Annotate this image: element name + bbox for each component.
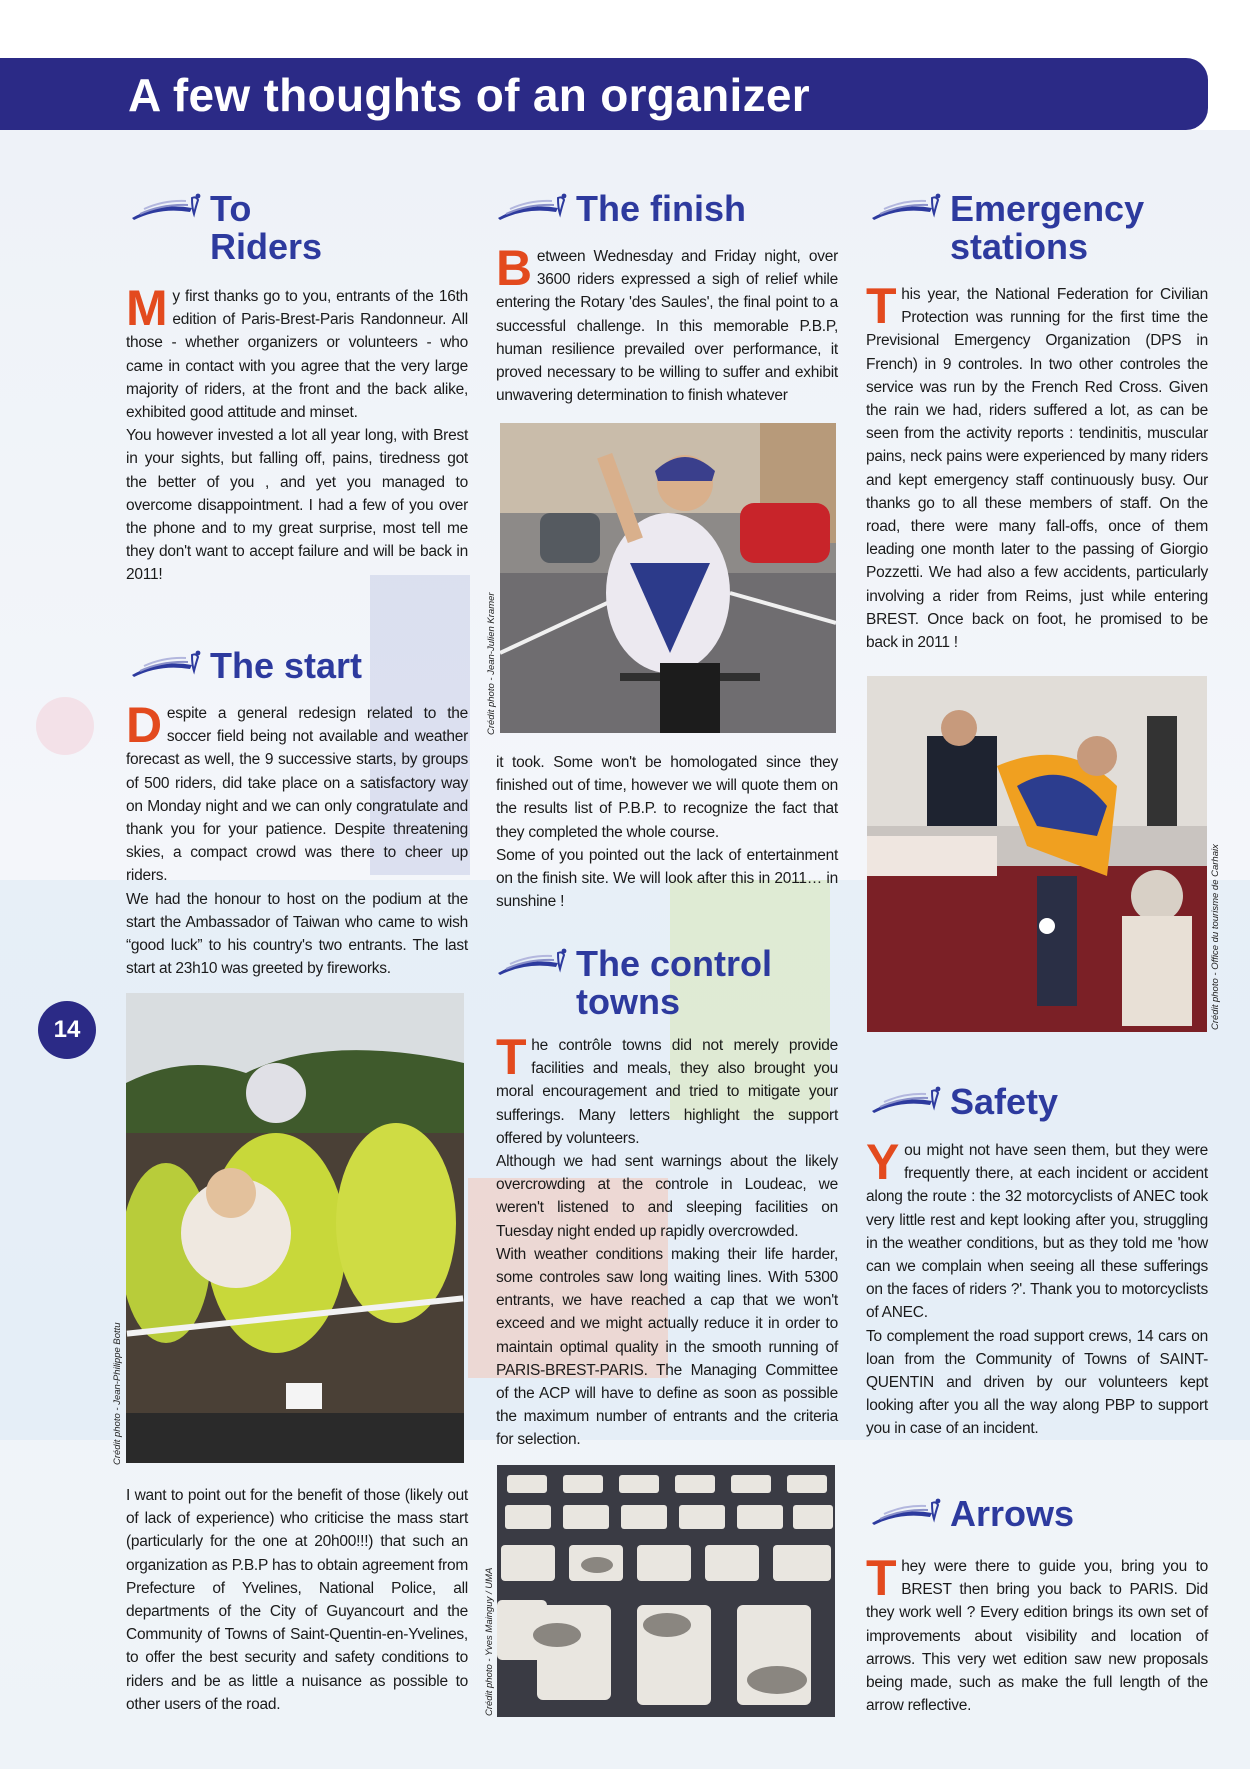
paragraph: y first thanks go to you, entrants of the 16th edition of Paris-Brest-Paris Randonneur. All those - whether organizers or volunteers - who came in contact with you agree that the very large majority of riders, at the front and the back alike, exhibited good attitude and minset. [126, 288, 468, 422]
paragraph: I want to point out for the benefit of those (likely out of lack of experience) who criticise the mass start (particularly for the one at 20h00!!!) that such an organization as P.B.P has to obtain agreement from Prefecture of Yvelines, National Police, all departments of the City of Guyancourt and the Community of Towns of Saint-Quentin-en-Yvelines, to offer the best security and safety conditions to riders and be as little a nuisance as possible to other users of the road. [126, 1487, 468, 1713]
dropcap: D [126, 697, 162, 753]
photo-credit: Crédit photo - Yves Mainguy / UMA [484, 1567, 495, 1716]
dropcap: Y [866, 1134, 900, 1190]
paragraph: Some of you pointed out the lack of entertainment on the finish site. We will look after this in 2011… in sunshine ! [496, 846, 838, 911]
section-heading: The finish [576, 188, 746, 229]
photo-credit: Crédit photo - Office du tourisme de Carhaix [1210, 844, 1221, 1030]
paragraph: etween Wednesday and Friday night, over 3600 riders expressed a sigh of relief while entering the Rotary 'des Saules', the final point to a successful challenge. In this memorable P.B.P, human resilience prevailed over performance, it proved necessary to be willing to suffer and exhibit unwavering determination to finish whatever [496, 248, 838, 405]
paragraph: it took. Some won't be homologated since they finished out of time, however we will quote them on the results list of P.B.P. to recognize the fact that they completed the whole course. [496, 754, 838, 841]
section-heading: Arrows [950, 1493, 1075, 1534]
paragraph: espite a general redesign related to the soccer field being not available and weather forecast as well, the 9 successive starts, by groups of 500 riders, did take place on a satisfactory way on Monday night and we can only congratulate and thank you for your patience. Despite threatening skies, a compact crowd was there to cheer up riders. [126, 705, 468, 885]
dropcap: T [496, 1029, 527, 1085]
heading-control-towns [496, 945, 772, 1021]
cyclist-swoosh-icon [130, 649, 204, 683]
section-heading: Safety [950, 1081, 1059, 1122]
start-text-continued [126, 1484, 468, 1716]
cyclist-swoosh-icon [870, 1085, 944, 1119]
finish-text [496, 240, 838, 407]
beds-photo [497, 1465, 835, 1717]
paragraph: Although we had sent warnings about the likely overcrowding at the controle in Loudeac, we weren't listened to and sleeping facilities on Tuesday night ended up rapidly overcrowded. [496, 1153, 838, 1240]
section-heading: To Riders [210, 188, 323, 267]
paragraph: We had the honour to host on the podium at the start the Ambassador of Taiwan who came to wish “good luck” to his country's two entrants. The last start at 23h10 was greeted by fireworks. [126, 890, 468, 978]
arrows-text [866, 1550, 1208, 1717]
heading-the-start [130, 647, 362, 685]
finish-photo [500, 423, 836, 733]
safety-text [866, 1134, 1208, 1441]
paragraph: To complement the road support crews, 14 cars on loan from the Community of Towns of SAINT-QUENTIN and driven by our volunteers kept looking after you all the way along PBP to support you in case of an incident. [866, 1327, 1208, 1438]
start-photo [126, 993, 464, 1463]
paragraph: You however invested a lot all year long, with Brest in your sights, but falling off, pains, tiredness got the better of you , and yet you managed to overcome disappointment. I had a few of you over the phone and to my great surprise, most tell me they don't want to accept failure and will be back in 2011! [126, 427, 468, 584]
cyclist-swoosh-icon [496, 947, 570, 981]
photo-credit: Crédit photo - Jean-Philippe Bottu [112, 1322, 123, 1465]
heading-to-riders [130, 190, 322, 266]
dropcap: M [126, 280, 168, 336]
page-number: 14 [38, 1001, 96, 1059]
emergency-text [866, 278, 1208, 654]
heading-arrows [870, 1495, 1074, 1533]
paragraph: his year, the National Federation for Civilian Protection was running for the first time the Previsional Emergency Organization (DPS in French) in 9 controles. In two other controles the service was run by the French Red Cross. Given the rain we had, riders suffered a lot, as can be seen from the activity reports : tendinitis, muscular pains, neck pains were experienced by many riders and kept emergency staff continuously busy. Our thanks go to all these members of staff. On the road, there were many fall-offs, once of them leading one month later to the passing of Giorgio Pozzetti. We had also a few accidents, particularly involving a rider from Reims, just while entering BREST. Once back on foot, he promised to be back in 2011 ! [866, 286, 1208, 652]
section-heading: Emergency stations [950, 188, 1145, 267]
paragraph: With weather conditions making their life harder, some controles saw long waiting lines. With 5300 entrants, we have reached a cap that we won't exceed and we might actually reduce it in order to maintain optimal quality in the smooth running of PARIS-BREST-PARIS. The Managing Committee of the ACP will have to define as soon as possible the maximum number of entrants and the criteria for selection. [496, 1245, 838, 1449]
section-heading: The control towns [576, 943, 772, 1022]
heading-emergency-stations [870, 190, 1144, 266]
riders-text [126, 280, 468, 587]
heading-the-finish [496, 190, 746, 228]
paragraph: he contrôle towns did not merely provide facilities and meals, they also brought you moral encouragement and tried to mitigate your sufferings. Many letters highlight the support offered by volunteers. [496, 1037, 838, 1147]
page-title: A few thoughts of an organizer [128, 69, 810, 121]
page-number-ghost [36, 697, 94, 755]
cyclist-swoosh-icon [870, 1497, 944, 1531]
dropcap: T [866, 1550, 897, 1606]
photo-credit: Crédit photo - Jean-Julien Kramer [486, 592, 497, 735]
finish-text-continued [496, 751, 838, 913]
heading-safety [870, 1083, 1058, 1121]
cyclist-swoosh-icon [130, 192, 204, 226]
paragraph: ou might not have seen them, but they were frequently there, at each incident or accident along the route : the 32 motorcyclists of ANEC took very little rest and kept looking after you, struggling in the weather conditions, but as they told me 'how can we complain when seeing all these sufferings on the faces of riders ?'. Thank you to motorcyclists of ANEC. [866, 1142, 1208, 1322]
cyclist-swoosh-icon [870, 192, 944, 226]
paragraph: hey were there to guide you, bring you to BREST then bring you back to PARIS. Did they work well ? Every edition brings its own set of improvements about visibility and location of arrows. This very wet edition saw new proposals being made, such as make the full length of the arrow reflective. [866, 1558, 1208, 1715]
control-text [496, 1029, 838, 1452]
emergency-photo [867, 676, 1207, 1032]
dropcap: T [866, 278, 897, 334]
start-text [126, 697, 468, 980]
cyclist-swoosh-icon [496, 192, 570, 226]
section-heading: The start [210, 645, 363, 686]
dropcap: B [496, 240, 532, 296]
